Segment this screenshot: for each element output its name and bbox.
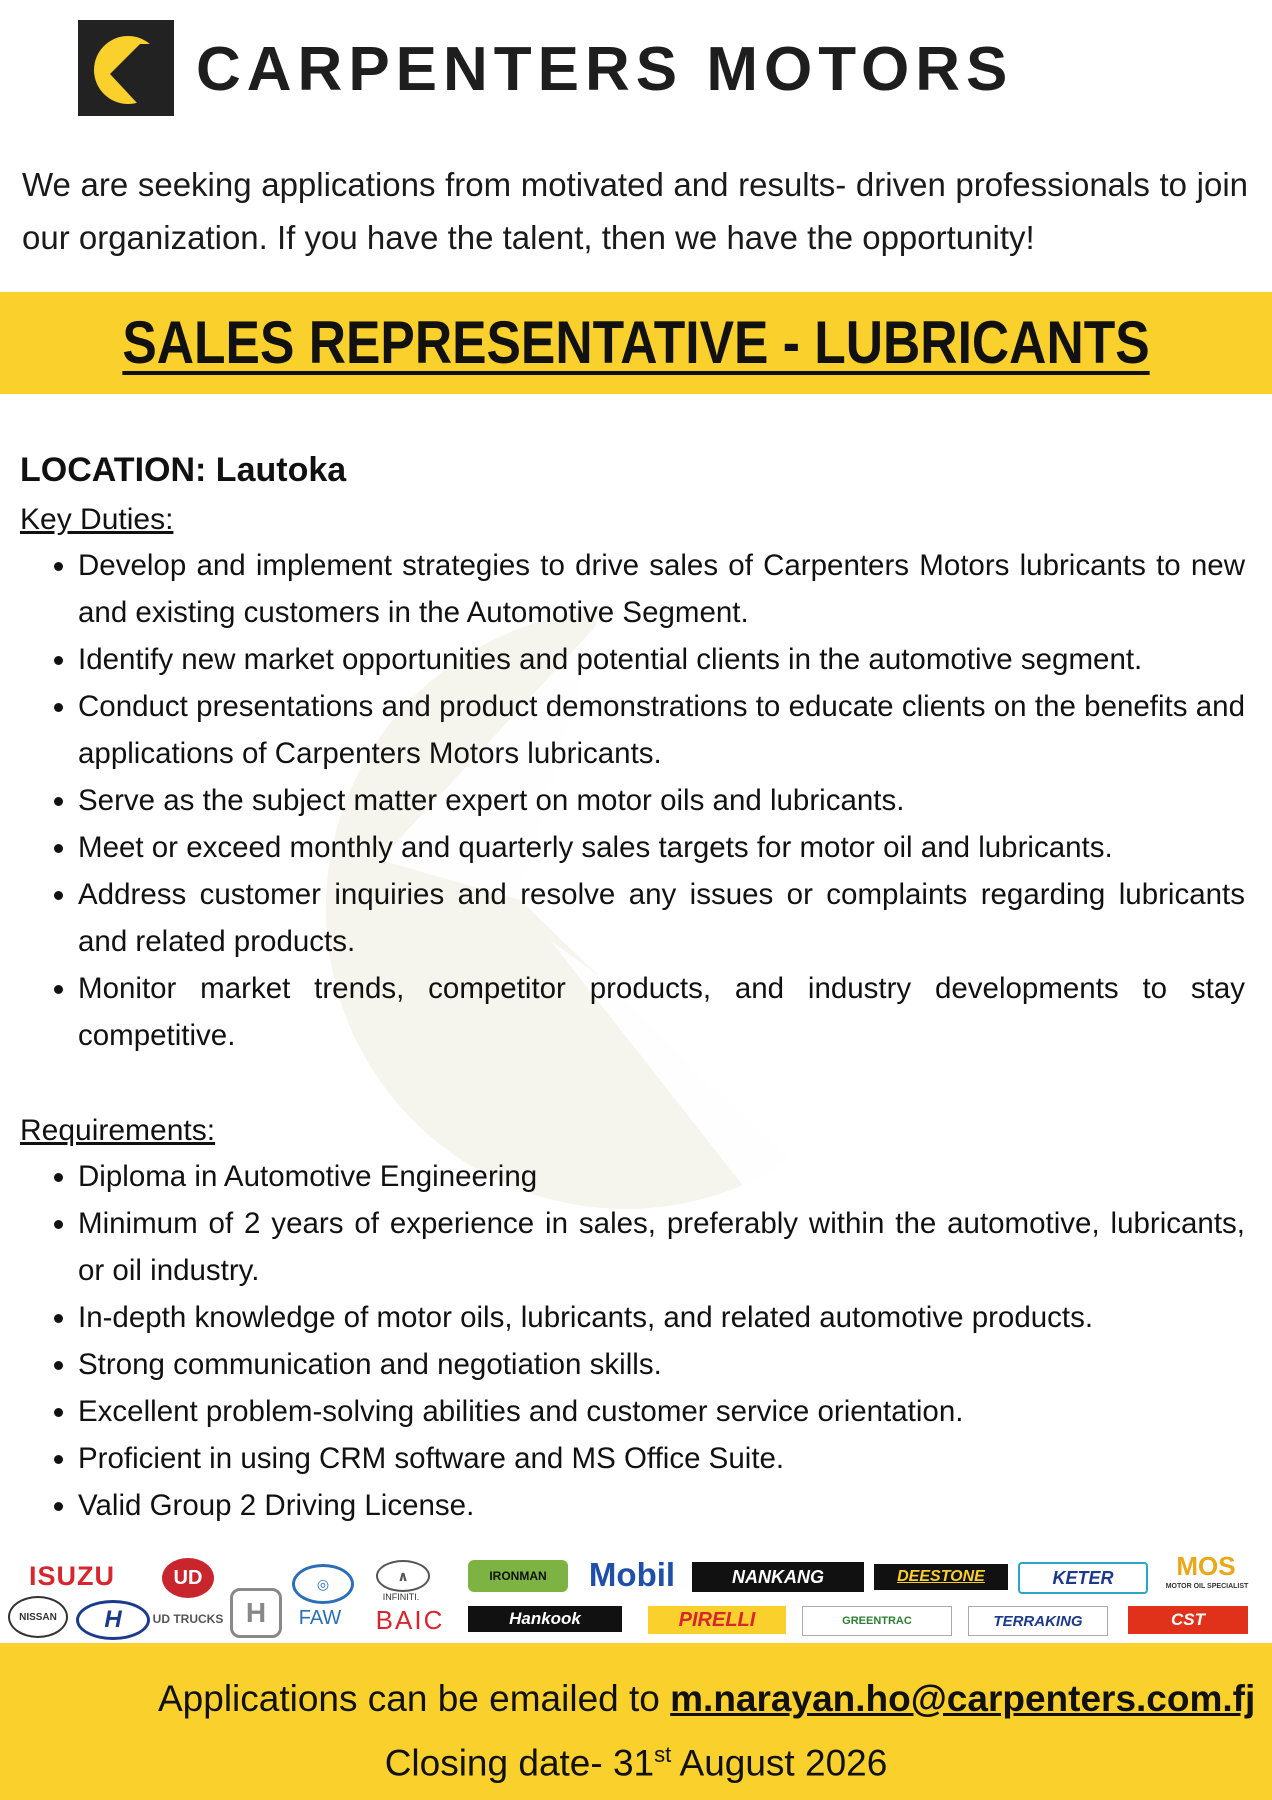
duties-heading: Key Duties: (20, 503, 174, 536)
brand-name: CARPENTERS MOTORS (196, 35, 1014, 104)
faw-emblem-icon: ◎ (292, 1564, 354, 1604)
title-band (0, 292, 1272, 394)
job-details (20, 440, 1245, 1529)
terraking-logo: TERRAKING (968, 1606, 1108, 1636)
faw-logo: FAW (298, 1606, 342, 1629)
list-item: • Valid Group 2 Driving License. (78, 1482, 1245, 1529)
apply-line (158, 1677, 1255, 1721)
hankook-logo: Hankook (468, 1606, 622, 1632)
hyundai-logo: H (76, 1600, 150, 1640)
brand-logo-strip (0, 1552, 1272, 1638)
list-item: • Meet or exceed monthly and quarterly sales targets for motor oil and lubricants. (78, 824, 1245, 871)
closing-sup: st (654, 1742, 672, 1767)
requirements-heading: Requirements: (20, 1114, 216, 1147)
list-item: • Minimum of 2 years of experience in sales, preferably within the automotive, lubricants, or oil industry. (78, 1200, 1245, 1294)
apply-text: Applications can be emailed to (158, 1678, 660, 1719)
infiniti-emblem-icon: ∧ (376, 1560, 430, 1592)
list-item: • Develop and implement strategies to drive sales of Carpenters Motors lubricants to new and existing customers in the Automotive Segment. (78, 542, 1245, 636)
isuzu-logo: ISUZU (29, 1560, 115, 1591)
duties-list (20, 542, 1245, 1059)
greentrac-logo: GREENTRAC (802, 1606, 952, 1636)
carpenters-logo-icon (78, 20, 174, 116)
list-item: • Excellent problem-solving abilities and customer service orientation. (78, 1388, 1245, 1435)
closing-prefix: Closing date- 31 (384, 1742, 655, 1784)
mos-logo: MOS (1176, 1550, 1236, 1581)
infiniti-logo: INFINITI. (382, 1592, 420, 1602)
cst-logo: CST (1128, 1606, 1248, 1634)
list-item: • Monitor market trends, competitor products, and industry developments to stay competitive. (78, 965, 1245, 1059)
closing-date (0, 1733, 1272, 1785)
list-item: • Strong communication and negotiation skills. (78, 1341, 1245, 1388)
email-link[interactable]: m.narayan.ho@carpenters.com.fj (670, 1678, 1256, 1719)
closing-suffix: August 2026 (679, 1742, 888, 1784)
ud-trucks-text: UD TRUCKS (152, 1612, 224, 1626)
mos-tagline: MOTOR OIL SPECIALIST (1165, 1582, 1249, 1590)
pirelli-logo: PIRELLI (648, 1606, 786, 1634)
ironman-logo: IRONMAN (468, 1560, 568, 1592)
nankang-logo: NANKANG (692, 1562, 864, 1592)
list-item: • Conduct presentations and product demonstrations to educate clients on the benefits and applications of Carpenters Motors lubricants. (78, 683, 1245, 777)
location-label: LOCATION: (20, 451, 207, 489)
list-item: • Diploma in Automotive Engineering (78, 1153, 1245, 1200)
honda-logo: H (230, 1588, 282, 1638)
list-item: • Proficient in using CRM software and MS Office Suite. (78, 1435, 1245, 1482)
location-value: Lautoka (215, 451, 347, 489)
list-item: • In-depth knowledge of motor oils, lubricants, and related automotive products. (78, 1294, 1245, 1341)
keter-logo: KETER (1018, 1562, 1148, 1594)
list-item: • Address customer inquiries and resolve any issues or complaints regarding lubricants and related products. (78, 871, 1245, 965)
job-title: SALES REPRESENTATIVE - LUBRICANTS (122, 309, 1150, 376)
mobil-logo: Mobil (588, 1556, 676, 1593)
baic-logo: BAIC (375, 1604, 445, 1635)
nissan-logo: NISSAN (8, 1596, 68, 1638)
footer (0, 1643, 1272, 1800)
location (20, 444, 1245, 496)
requirements-list (20, 1153, 1245, 1529)
header (0, 0, 1272, 130)
deestone-logo: DEESTONE (874, 1564, 1008, 1590)
list-item: • Identify new market opportunities and potential clients in the automotive segment. (78, 636, 1245, 683)
ud-logo: UD (162, 1558, 214, 1598)
intro-text: We are seeking applications from motivated and results- driven professionals to join our organization. If you have the talent, then we have the opportunity! (22, 166, 1248, 256)
list-item: • Serve as the subject matter expert on motor oils and lubricants. (78, 777, 1245, 824)
